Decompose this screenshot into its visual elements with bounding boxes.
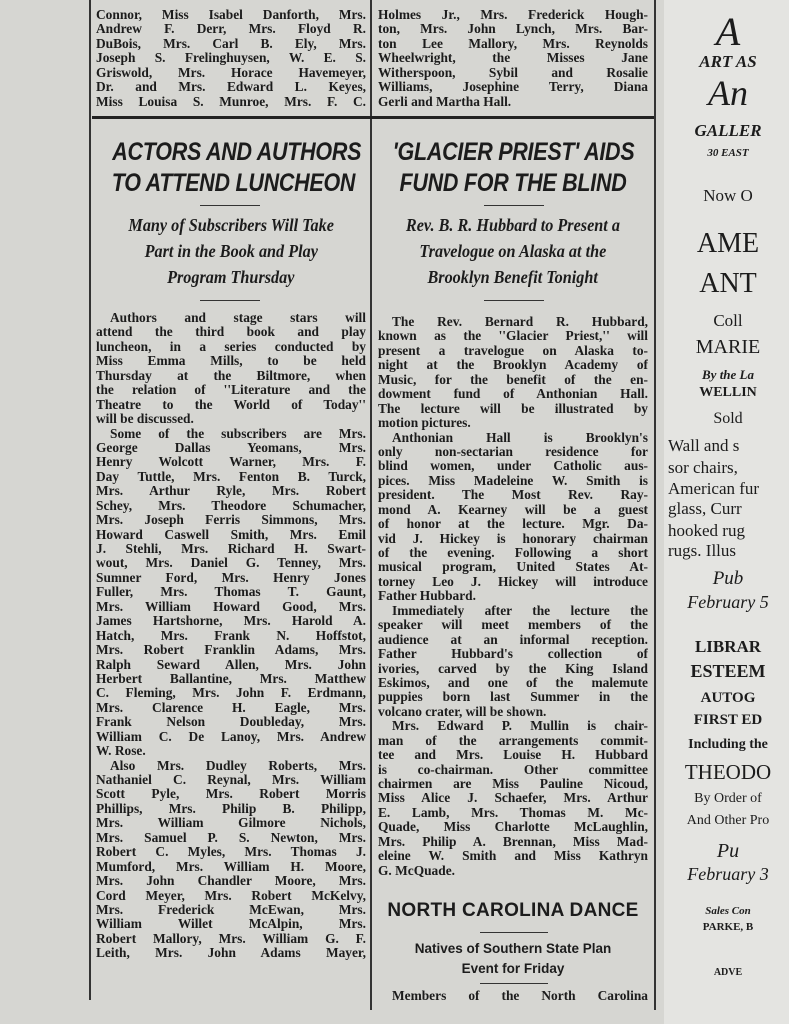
headline-line: TO ATTEND LUNCHEON — [111, 169, 356, 197]
ad-text: Pu — [716, 840, 740, 862]
text-line: Mrs. Frederick McEwan, Mrs. — [96, 902, 366, 917]
divider — [484, 300, 544, 301]
text-line: Wheelwright, the Misses Jane — [378, 51, 648, 66]
text-line: The Rev. Bernard R. Hubbard, — [392, 315, 648, 329]
text-line: Miss Louisa S. Munroe, Mrs. F. C. — [96, 94, 366, 109]
text-line: Howard Caswell Smith, Mrs. Emil — [96, 527, 366, 542]
text-line: Phillips, Mrs. Philip B. Philipp, — [96, 801, 366, 816]
article3-body — [378, 989, 648, 1003]
text-line: ton Lee Mallory, Mrs. Reynolds — [378, 36, 648, 51]
ad-text: AUTOG — [700, 690, 756, 706]
article1-headline — [92, 137, 370, 199]
text-line: Henry Wolcott Warner, Mrs. F. — [96, 455, 366, 470]
text-line: dowment fund of Anthonian Hall. — [378, 387, 648, 402]
continuation-column-1 — [96, 8, 366, 109]
ad-text: WELLIN — [699, 385, 757, 400]
text-line: William C. De Lanoy, Mrs. Andrew — [96, 729, 366, 744]
ad-text: Sold — [713, 410, 743, 427]
text-line: G. McQuade. — [378, 863, 455, 878]
subhead-line: Brooklyn Benefit Tonight — [427, 267, 599, 287]
text-line: man of the arrangements commit- — [378, 733, 648, 748]
text-line: George Dallas Yeomans, Mrs. — [96, 440, 366, 455]
text-line: DuBois, Mrs. Carl B. Ely, Mrs. — [96, 36, 366, 51]
text-line: Fuller, Mrs. Thomas T. Gaunt, — [96, 585, 366, 600]
ad-text: February 3 — [687, 864, 769, 884]
text-line: tee and Mrs. Louise H. Hubbard — [378, 748, 648, 763]
divider — [200, 300, 260, 301]
text-line: Joseph S. Frelinghuysen, W. E. S. — [96, 51, 366, 66]
text-line: Robert Mallory, Mrs. William G. F. — [96, 931, 366, 946]
text-line: motion pictures. — [378, 416, 471, 431]
text-line: Andrew F. Derr, Mrs. Floyd R. — [96, 22, 366, 37]
text-line: Mrs. Clarence H. Eagle, Mrs. — [96, 700, 366, 715]
ad-text: FIRST ED — [693, 712, 763, 728]
article2-body — [378, 315, 648, 878]
text-line: Leith, Mrs. John Adams Mayer, — [96, 946, 366, 961]
text-line: Also Mrs. Dudley Roberts, Mrs. — [110, 758, 366, 773]
text-line: president. The Most Rev. Ray- — [378, 488, 648, 503]
text-line: puppies born last Summer in the — [378, 690, 648, 705]
text-line: present a travelogue on Alaska to- — [378, 343, 648, 358]
text-line: musical program, United States At- — [378, 560, 648, 575]
text-line: Theatre to the World of Today'' — [96, 397, 366, 412]
text-line: will be discussed. — [96, 412, 194, 427]
ad-text: A — [715, 9, 741, 54]
text-line: luncheon, in a series conducted by — [96, 339, 366, 354]
ad-text: American fur — [668, 479, 760, 498]
text-line: James Hartshorne, Mrs. Harold A. — [96, 614, 366, 629]
article3-headline: NORTH CAROLINA DANCE — [387, 900, 639, 921]
text-line: wout, Mrs. Daniel G. Tenney, Mrs. — [96, 556, 366, 571]
text-line: Some of the subscribers are Mrs. — [110, 426, 366, 441]
text-line: Mrs. Arthur Ryle, Mrs. Robert — [96, 484, 366, 499]
article1-subhead — [92, 212, 370, 290]
column-rule-middle — [370, 0, 372, 1010]
ad-text: Including the — [688, 737, 768, 752]
divider — [480, 983, 548, 984]
text-line: Father Hubbard's collection of — [378, 647, 648, 662]
headline-line: FUND FOR THE BLIND — [399, 169, 627, 197]
ad-text: rugs. Illus — [668, 541, 736, 560]
subhead-line: Natives of Southern State Plan — [414, 941, 612, 956]
ad-text: GALLER — [694, 121, 762, 140]
text-line: Williams, Josephine Terry, Diana — [378, 80, 648, 95]
subhead-line: Part in the Book and Play — [144, 241, 318, 261]
text-line: Father Hubbard. — [378, 589, 476, 604]
text-line: Quade, Miss Charlotte McLaughlin, — [378, 820, 648, 835]
text-line: Mrs. Edward P. Mullin is chair- — [392, 719, 648, 734]
ad-text: An — [708, 73, 748, 113]
text-line: Mrs. John Chandler Moore, Mrs. — [96, 874, 366, 889]
text-line: torney Leo J. Hickey will introduce — [378, 574, 648, 589]
text-line: Eskimos, and one of the malemute — [378, 675, 648, 690]
ad-text: hooked rug — [668, 521, 745, 540]
text-line: Nathaniel C. Reynal, Mrs. William — [96, 773, 366, 787]
text-line: Sumner Ford, Mrs. Henry Jones — [96, 570, 366, 585]
text-line: W. Rose. — [96, 744, 146, 759]
text-line: Mumford, Mrs. William H. Moore, — [96, 859, 366, 874]
auction-advertisement — [664, 0, 789, 1024]
text-line: Anthonian Hall is Brooklyn's — [392, 430, 648, 445]
article2-subhead — [373, 212, 653, 290]
text-line: chairmen are Miss Pauline Nicoud, — [378, 777, 648, 791]
text-line: Holmes Jr., Mrs. Frederick Hough- — [378, 8, 648, 22]
text-line: C. Fleming, Mrs. John F. Erdmann, — [96, 686, 366, 701]
ad-text: And Other Pro — [686, 813, 770, 828]
subhead-line: Many of Subscribers Will Take — [128, 215, 334, 235]
text-line: the relation of ''Literature and the — [96, 383, 366, 398]
text-line: Mrs. William Gilmore Nichols, — [96, 816, 366, 831]
text-line: eleine W. Smith and Miss Kathryn — [378, 849, 648, 864]
text-line: Day Tuttle, Mrs. Fenton B. Turck, — [96, 469, 366, 484]
text-line: attend the third book and play — [96, 325, 366, 340]
ad-text: AME — [696, 228, 760, 259]
article3-subhead — [373, 939, 653, 979]
text-line: Dr. and Mrs. Edward L. Keyes, — [96, 80, 366, 95]
subhead-line: Event for Friday — [461, 961, 565, 976]
text-line: Griswold, Mrs. Horace Havemeyer, — [96, 65, 366, 80]
text-line: Gerli and Martha Hall. — [378, 94, 512, 109]
text-line: Connor, Miss Isabel Danforth, Mrs. — [96, 8, 366, 22]
text-line: mond A. Kearney will be a guest — [378, 502, 648, 517]
ad-text: Wall and s — [668, 436, 740, 455]
text-line: audience at an informal reception. — [378, 632, 648, 647]
text-line: vid J. Hickey is honorary chairman — [378, 531, 648, 546]
text-line: Authors and stage stars will — [110, 311, 366, 325]
ad-text: ANT — [699, 268, 757, 299]
column-rule-right — [654, 0, 656, 1010]
text-line: Mrs. Robert Franklin Adams, Mrs. — [96, 643, 366, 658]
text-line: The lecture will be illustrated by — [378, 401, 648, 416]
text-line: speaker will meet members of the — [378, 618, 648, 633]
text-line: only non-sectarian residence for — [378, 444, 648, 459]
divider — [480, 932, 548, 933]
text-line: Schey, Mrs. Theodore Schumacher, — [96, 498, 366, 513]
text-line: E. Lamb, Mrs. Thomas M. Mc- — [378, 805, 648, 820]
ad-text: 30 EAST — [707, 147, 749, 159]
ad-text: Coll — [713, 311, 743, 330]
text-line: volcano crater, will be shown. — [378, 704, 547, 719]
headline-line: 'GLACIER PRIEST' AIDS — [392, 138, 635, 166]
text-line: Mrs. Philip A. Brennan, Miss Mad- — [378, 834, 648, 849]
text-line: Cord Meyer, Mrs. Robert McKelvy, — [96, 888, 366, 903]
text-line: of the evening. Following a short — [378, 546, 648, 560]
column-rule-left — [89, 0, 91, 1000]
ad-text: glass, Curr — [668, 499, 742, 518]
text-line: Miss Alice J. Schaefer, Mrs. Arthur — [378, 791, 648, 806]
ad-text: ART AS — [699, 52, 757, 71]
subhead-line: Travelogue on Alaska at the — [419, 241, 607, 261]
ad-text: By Order of — [694, 791, 762, 806]
ad-text: ESTEEM — [690, 661, 766, 681]
text-line: J. Stehli, Mrs. Richard H. Swart- — [96, 542, 366, 556]
ad-text: By the La — [702, 367, 754, 382]
text-line: Music, for the benefit of the en- — [378, 372, 648, 387]
text-line: ivories, carved by the King Island — [378, 661, 648, 676]
ad-text: ADVE — [713, 967, 743, 978]
text-line: Herbert Ballantine, Mrs. Matthew — [96, 671, 366, 686]
headline-line: ACTORS AND AUTHORS — [112, 138, 362, 166]
divider — [200, 205, 260, 206]
article2-headline — [373, 137, 653, 199]
text-line: Witherspoon, Sybil and Rosalie — [378, 65, 648, 80]
text-line: Scott Pyle, Mrs. Robert Morris — [96, 787, 366, 802]
text-line: Mrs. Joseph Ferris Simmons, Mrs. — [96, 513, 366, 528]
ad-text: Sales Con — [705, 905, 751, 917]
text-line: Frank Nelson Doubleday, Mrs. — [96, 715, 366, 730]
divider — [484, 205, 544, 206]
text-line: Miss Emma Mills, to be held — [96, 354, 366, 369]
subhead-line: Rev. B. R. Hubbard to Present a — [405, 215, 621, 235]
text-line: blind women, under Catholic aus- — [378, 459, 648, 474]
text-line: of honor at the lecture. Mgr. Da- — [378, 517, 648, 532]
ad-text: PARKE, B — [702, 921, 754, 933]
text-line: known as the ''Glacier Priest,'' will — [378, 329, 648, 344]
article1-body — [96, 311, 366, 961]
ad-text: Now O — [703, 186, 753, 205]
ad-text: Pub — [712, 568, 744, 589]
text-line: is co-chairman. Other committee — [378, 762, 648, 777]
ad-text: LIBRAR — [694, 637, 762, 656]
text-line: Mrs. William Howard Good, Mrs. — [96, 599, 366, 614]
text-line: pices. Miss Madeleine W. Smith is — [378, 473, 648, 488]
ad-text: February 5 — [687, 592, 769, 612]
section-rule — [92, 116, 654, 119]
text-line: Members of the North Carolina — [392, 989, 648, 1003]
text-line: Ralph Seward Allen, Mrs. John — [96, 657, 366, 672]
ad-text: MARIE — [695, 336, 761, 358]
text-line: Hatch, Mrs. Frank N. Hoffstot, — [96, 628, 366, 643]
subhead-line: Program Thursday — [167, 267, 295, 287]
text-line: ton, Mrs. John Lynch, Mrs. Bar- — [378, 22, 648, 37]
ad-text: THEODO — [684, 760, 772, 784]
text-line: night at the Brooklyn Academy of — [378, 358, 648, 373]
text-line: Robert C. Myles, Mrs. Thomas J. — [96, 845, 366, 860]
text-line: Mrs. Samuel P. S. Newton, Mrs. — [96, 830, 366, 845]
text-line: Immediately after the lecture the — [392, 603, 648, 618]
ad-text: sor chairs, — [668, 458, 738, 477]
continuation-column-2 — [378, 8, 648, 109]
text-line: Thursday at the Biltmore, when — [96, 368, 366, 383]
text-line: William Willet McAlpin, Mrs. — [96, 917, 366, 932]
